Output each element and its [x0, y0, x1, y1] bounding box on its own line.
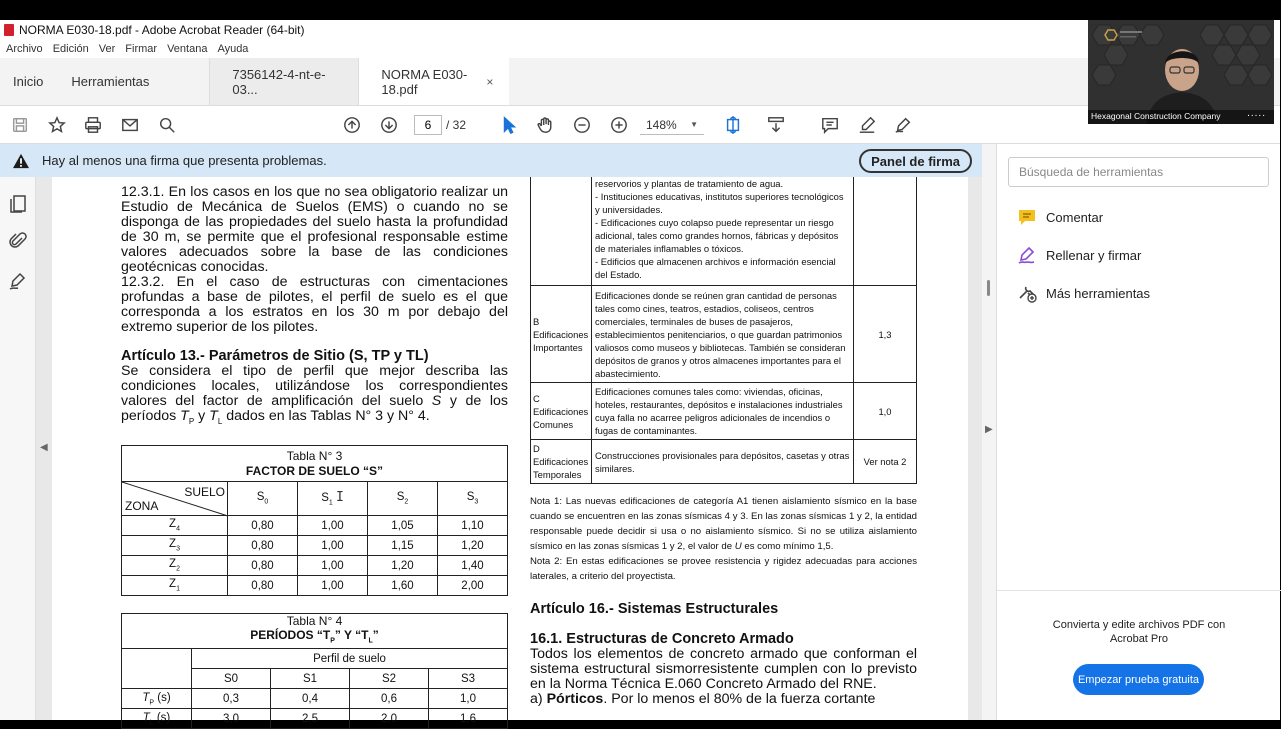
table-3-corner: SUELO ZONA	[122, 482, 228, 516]
table-3-soil-factor	[121, 445, 508, 596]
page-column-right	[530, 177, 917, 707]
table-row: $Z_3$ 0,80 1,00 1,15 1,20	[122, 536, 508, 556]
email-icon[interactable]	[119, 114, 141, 136]
zoom-out-icon[interactable]	[571, 114, 593, 136]
tool-more-tools-label: Más herramientas	[1046, 285, 1151, 301]
acrobat-pro-promo-text: Convierta y edite archivos PDF con Acrobat Pro	[1052, 619, 1226, 645]
table-row: $T_L$ (s) 3,0 2,5 2,0 1,6	[122, 709, 508, 729]
menu-ventana[interactable]: Ventana	[167, 43, 208, 55]
tab-document-1[interactable]: 7356142-4-nt-e-03...	[209, 58, 359, 105]
tool-fill-sign[interactable]	[1017, 244, 1141, 266]
tool-search-placeholder: Búsqueda de herramientas	[1019, 165, 1164, 179]
tab-document-2-label: NORMA E030-18.pdf	[381, 66, 468, 97]
menu-ayuda[interactable]: Ayuda	[217, 43, 249, 55]
page-fit-icon[interactable]	[719, 114, 747, 136]
table-row: $Z_1$ 0,80 1,00 1,60 2,00	[122, 576, 508, 596]
zoom-select[interactable]	[640, 115, 704, 135]
table-4-empty-corner	[122, 649, 192, 689]
tool-more-tools[interactable]	[1017, 282, 1150, 304]
tab-tools[interactable]: Herramientas	[71, 74, 150, 89]
hand-tool-icon[interactable]	[534, 114, 556, 136]
signature-panel-icon[interactable]	[8, 271, 28, 291]
article-16-title: Artículo 16.- Sistemas Estructurales	[530, 601, 779, 617]
table-row: $Z_4$ 0,80 1,00 1,05 1,10	[122, 516, 508, 536]
fill-sign-icon	[1017, 245, 1037, 265]
scroll-mode-icon[interactable]	[765, 114, 787, 136]
previous-page-icon[interactable]	[341, 114, 363, 136]
menu-firmar[interactable]: Firmar	[125, 43, 158, 55]
zoom-value: 148%	[646, 117, 677, 132]
tool-search-input[interactable]	[1008, 157, 1269, 187]
table-3-title: Tabla N° 3 FACTOR DE SUELO “S”	[122, 446, 508, 482]
webcam-video	[1088, 20, 1274, 124]
note-2: Nota 2: En estas edificaciones se provee resistencia y rigidez adecuadas para acciones laterales, a criterio del proyectista.	[530, 556, 917, 582]
document-viewport[interactable]	[36, 177, 982, 727]
pdf-app-icon	[4, 24, 14, 36]
table-3-header-s3: $S_3$	[438, 482, 508, 516]
table-3-header-s2: $S_2$	[368, 482, 438, 516]
tools-panel	[996, 144, 1280, 720]
close-tab-icon[interactable]: ×	[486, 74, 494, 89]
article-13-text: Se considera el tipo de perfil que mejor describa las condiciones locales, utilizándose los correspondientes valores del factor de amplificación del suelo S y de los períodos $T_P$ y $T_L$ dados en las Tablas N° 3 y N° 4.	[121, 363, 508, 426]
table-3-header-s1: $S_1$ I	[298, 482, 368, 516]
tool-comment-label: Comentar	[1046, 209, 1104, 225]
table-row: D Edificaciones Temporales Construcciones provisionales para depósitos, casetas y otras similares. Ver nota 2	[531, 440, 917, 484]
signature-warning-bar	[0, 144, 982, 177]
left-navigation-rail	[0, 177, 36, 720]
page-column-left	[121, 185, 508, 429]
table-3-header-s0: $S_0$	[228, 482, 298, 516]
building-category-table: reservorios y plantas de tratamiento de agua. - Instituciones educativas, institutos superiores tecnológicos y universidades. - Edificaciones cuyo colapso puede representar un riesgo adicional, tales como grandes hornos, fábricas y depósitos de materiales inflamables o tóxicos. - Edificios que almacenen archivos e información esencial del Estado. B Edificaciones Importantes Edificaciones donde se reúnen gran cantidad de personas tales como cines, teatros, estadios, coliseos, centros comerciales, terminales de buses de pasajeros, establecimientos penitenciarios, o que guardan patrimonios valiosos como museos y bibliotecas. También se consideran depósitos de granos y otros almacenes importantes para el abastecimiento. 1,3 C Edificaciones Comunes Edificaciones comunes tales como: viviendas, oficinas, hoteles, restaurantes, depósitos e instalaciones industriales cuya falla no acarree peligros adicionales de incendios o fugas de contaminantes. 1,0 D Edificaciones Temporales Construcciones provisionales para depósitos, casetas y otras similares. Ver nota 2	[530, 177, 917, 484]
menu-archivo[interactable]: Archivo	[6, 43, 43, 55]
sign-icon[interactable]	[892, 114, 914, 136]
chevron-down-icon: ▼	[690, 120, 698, 129]
webcam-overlay	[1088, 20, 1274, 124]
comment-icon[interactable]	[819, 114, 841, 136]
select-cursor-icon[interactable]	[498, 114, 520, 136]
table-row: B Edificaciones Importantes Edificaciones donde se reúnen gran cantidad de personas tales como cines, teatros, estadios, coliseos, centros comerciales, terminales de buses de pasajeros, establecimientos penitenciarios, o que guardan patrimonios valiosos como museos y bibliotecas. También se consideran depósitos de granos y otros almacenes importantes para el abastecimiento. 1,3	[531, 286, 917, 383]
section-16-1-title: 16.1. Estructuras de Concreto Armado	[530, 631, 794, 647]
webcam-menu-dots[interactable]: .....	[1247, 108, 1266, 119]
print-icon[interactable]	[82, 114, 104, 136]
more-tools-icon	[1017, 283, 1037, 303]
table-4-group-header: Perfil de suelo	[192, 649, 508, 669]
zoom-in-icon[interactable]	[608, 114, 630, 136]
save-icon[interactable]	[9, 114, 31, 136]
table-4-periods: Tabla N° 4 PERÍODOS “$T_P$” Y “$T_L$” Perfil de suelo S0 S1 S2 S3 $T_P$ (s) 0,3 0,4 0,6 1,0 $T_L$ (s) 3,0 2,5 2,0 1,6	[121, 613, 508, 729]
menu-edicion[interactable]: Edición	[52, 43, 89, 55]
tool-fill-sign-label: Rellenar y firmar	[1046, 247, 1142, 263]
table-row: $T_P$ (s) 0,3 0,4 0,6 1,0	[122, 689, 508, 709]
section-16-1-text: Todos los elementos de concreto armado que conforman el sistema estructural sismorresistente cumplen con lo previsto en la Norma Técnica E.060 Concreto Armado del RNE.	[530, 646, 917, 692]
panel-divider[interactable]	[982, 144, 996, 720]
acrobat-window	[0, 20, 1280, 727]
text-cursor-icon: I	[335, 490, 344, 506]
section-16-1-a: a) Pórticos. Por lo menos el 80% de la fuerza cortante	[530, 691, 876, 707]
pdf-page	[52, 177, 968, 727]
comment-icon	[1017, 207, 1037, 227]
menu-ver[interactable]: Ver	[98, 43, 116, 55]
collapse-left-arrow-icon[interactable]: ◀	[40, 442, 48, 453]
warning-icon	[12, 153, 30, 169]
article-13-title: Artículo 13.- Parámetros de Sitio (S, TP y TL)	[121, 348, 429, 364]
page-total: / 32	[446, 118, 467, 132]
note-1: Nota 1: Las nuevas edificaciones de categoría A1 tienen aislamiento sísmico en la base cuando se encuentren en las zonas sísmicas 4 y 3. En las zonas sísmicas 1 y 2, la entidad responsable puede decidir si usa o no aislamiento sísmico. Si no se utiliza aislamiento sísmico en las zonas sísmicas 1 y 2, el valor de U es como mínimo 1,5.	[530, 496, 917, 552]
signature-panel-button[interactable]: Panel de firma	[859, 149, 972, 173]
tab-home[interactable]: Inicio	[13, 74, 44, 89]
paragraph-12-3-2: 12.3.2. En el caso de estructuras con cimentaciones profundas a base de pilotes, el perfil de suelo es el que corresponda a los estratos en los 30 m por debajo del extremo superior de los pilotes.	[121, 274, 508, 335]
pages-panel-icon[interactable]	[8, 193, 28, 213]
attachment-icon[interactable]	[8, 231, 28, 251]
window-title: NORMA E030-18.pdf - Adobe Acrobat Reader (64-bit)	[19, 23, 305, 37]
next-page-icon[interactable]	[378, 114, 400, 136]
table-row: C Edificaciones Comunes Edificaciones comunes tales como: viviendas, oficinas, hoteles, restaurantes, depósitos e instalaciones industriales cuya falla no acarree peligros adicionales de incendios o fugas de contaminantes. 1,0	[531, 383, 917, 440]
paragraph-12-3-1: 12.3.1. En los casos en los que no sea obligatorio realizar un Estudio de Mecánica de Suelos (EMS) o cuando no se disponga de las propiedades del suelo hasta la profundidad de 30 m, se permite que el profesional responsable estime valores adecuados sobre la base de las condiciones geotécnicas conocidas.	[121, 184, 508, 275]
highlight-pen-icon[interactable]	[856, 114, 878, 136]
webcam-label: Hexagonal Construction Company	[1091, 111, 1221, 121]
tab-document-2[interactable]	[359, 58, 509, 105]
page-number-input[interactable]: 6	[414, 115, 442, 135]
search-icon[interactable]	[156, 114, 178, 136]
scroll-thumb[interactable]	[987, 280, 990, 296]
table-4-title: Tabla N° 4 PERÍODOS “$T_P$” Y “$T_L$”	[122, 614, 508, 649]
expand-right-panel-icon[interactable]: ▶	[985, 424, 993, 435]
bookmark-star-icon[interactable]	[46, 114, 68, 136]
tool-comment[interactable]	[1017, 206, 1103, 228]
signature-warning-text: Hay al menos una firma que presenta problemas.	[42, 153, 327, 168]
panel-divider-line	[997, 590, 1281, 591]
start-free-trial-button[interactable]: Empezar prueba gratuita	[1073, 664, 1204, 695]
table-row: $Z_2$ 0,80 1,00 1,20 1,40	[122, 556, 508, 576]
